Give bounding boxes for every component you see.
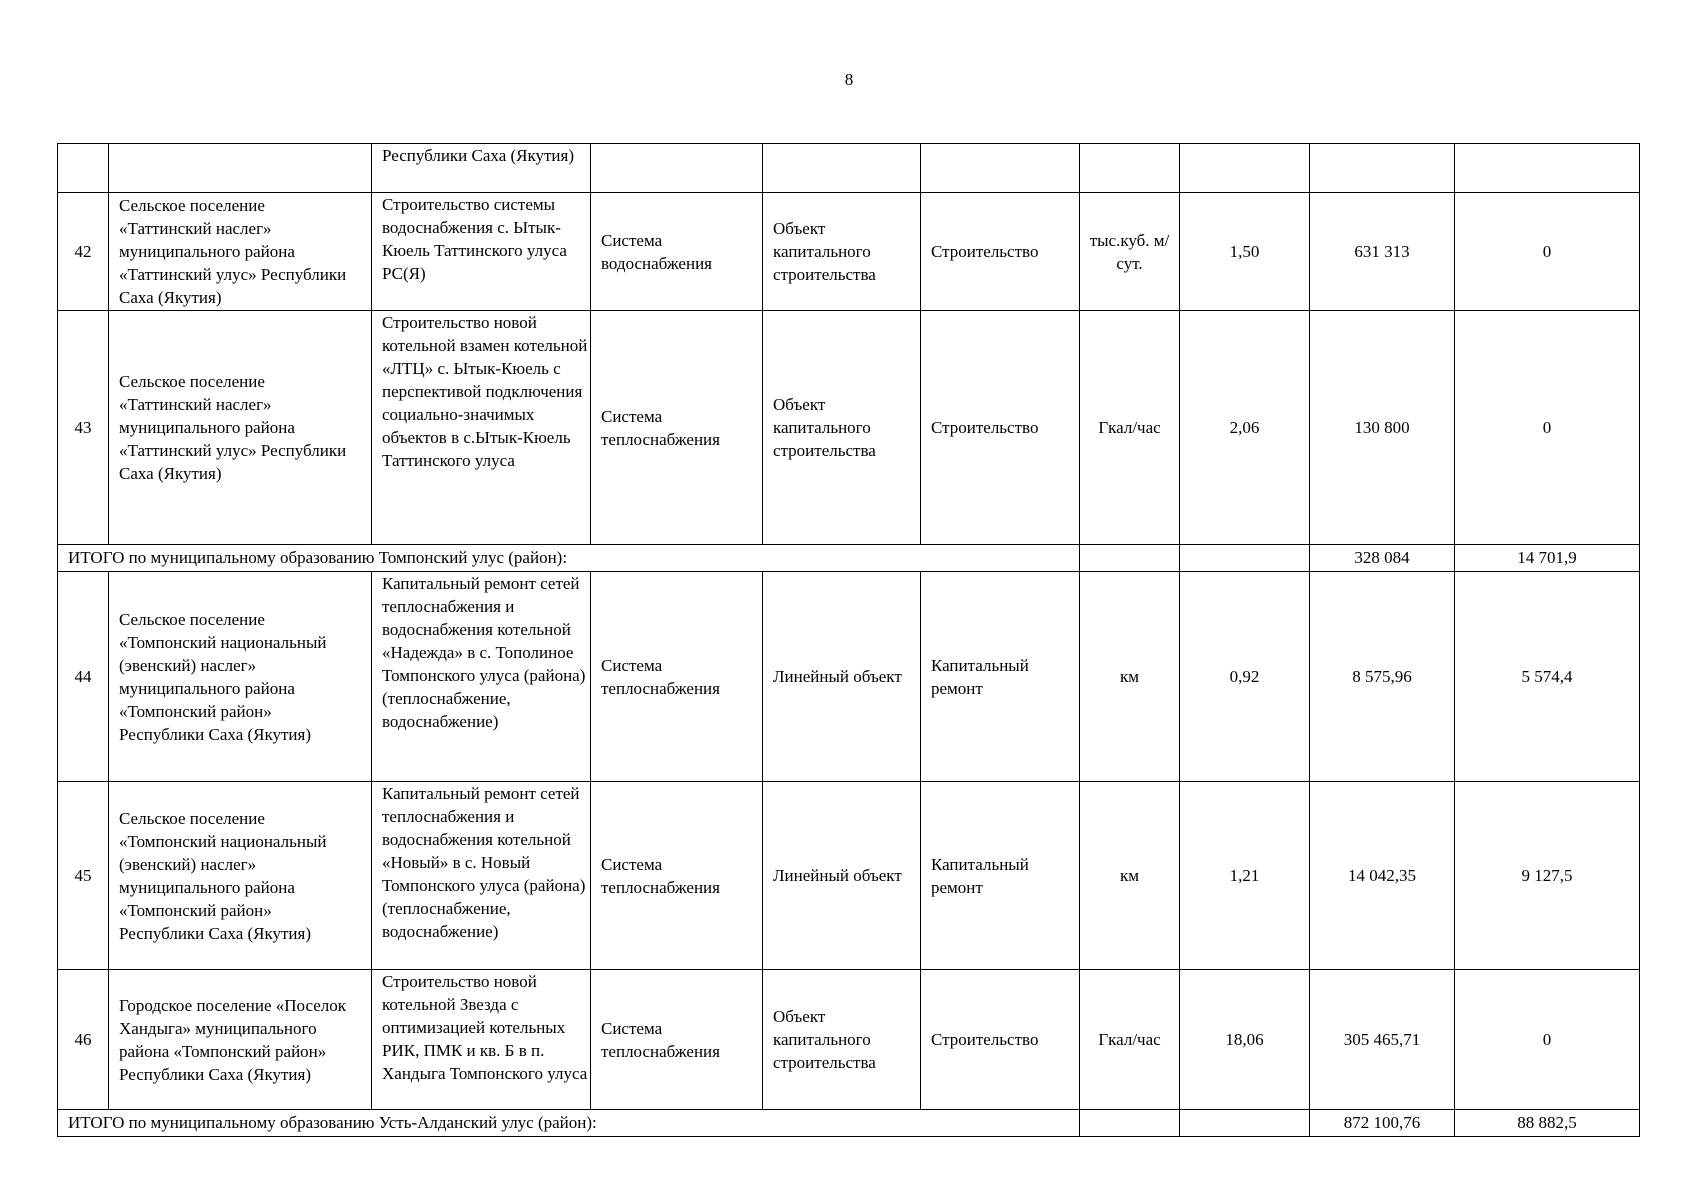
table-row (58, 193, 1640, 311)
cell-owner: Городское поселение «Поселок Хандыга» муниципального района «Томпонский район» Республики Саха (Якутия) (109, 970, 372, 1110)
cell-capacity: 0,92 (1180, 572, 1310, 782)
table-row (58, 572, 1640, 782)
cell-type: Объект капитального строительства (763, 970, 921, 1110)
cell-value: 0 (1455, 970, 1640, 1110)
cell-num: 42 (58, 193, 109, 311)
cell-capacity: 2,06 (1180, 311, 1310, 545)
cell-owner: Сельское поселение «Томпонский национальный (эвенский) наслег» муниципального района «Томпонский район» Республики Саха (Якутия) (109, 572, 372, 782)
cell-cost: 305 465,71 (1310, 970, 1455, 1110)
cell-cost: 14 042,35 (1310, 782, 1455, 970)
total-row (58, 1110, 1640, 1137)
total-value: 14 701,9 (1455, 545, 1640, 572)
cell-work: Капитальный ремонт (921, 572, 1080, 782)
cell-capacity: 1,21 (1180, 782, 1310, 970)
cell-type: Объект капитального строительства (763, 193, 921, 311)
cell-unit: км (1080, 782, 1180, 970)
table-row-continuation (58, 144, 1640, 193)
cell-capacity (1180, 1110, 1310, 1137)
cell-work: Строительство (921, 193, 1080, 311)
cell-value: 9 127,5 (1455, 782, 1640, 970)
cell-object: Строительство новой котельной Звезда с оптимизацией котельных РИК, ПМК и кв. Б в п. Хандыга Томпонского улуса (372, 970, 591, 1110)
cell-work: Капитальный ремонт (921, 782, 1080, 970)
cell-unit: тыс.куб. м/сут. (1080, 193, 1180, 311)
objects-table (57, 143, 1640, 1137)
cell-object: Республики Саха (Якутия) (372, 144, 591, 193)
total-label: ИТОГО по муниципальному образованию Усть-Алданский улус (район): (58, 1110, 1080, 1137)
cell-type: Объект капитального строительства (763, 311, 921, 545)
cell-num: 43 (58, 311, 109, 545)
cell-system: Система теплоснабжения (591, 311, 763, 545)
cell-cost: 130 800 (1310, 311, 1455, 545)
cell-num: 45 (58, 782, 109, 970)
cell-type: Линейный объект (763, 782, 921, 970)
cell-cost: 631 313 (1310, 193, 1455, 311)
cell-unit: Гкал/час (1080, 970, 1180, 1110)
cell-owner: Сельское поселение «Таттинский наслег» муниципального района «Таттинский улус» Республики Саха (Якутия) (109, 311, 372, 545)
cell-cost (1310, 144, 1455, 193)
table-row (58, 782, 1640, 970)
cell-unit: Гкал/час (1080, 311, 1180, 545)
total-cost: 872 100,76 (1310, 1110, 1455, 1137)
cell-unit (1080, 545, 1180, 572)
cell-value: 0 (1455, 311, 1640, 545)
total-label: ИТОГО по муниципальному образованию Томпонский улус (район): (58, 545, 1080, 572)
total-cost: 328 084 (1310, 545, 1455, 572)
cell-system: Система теплоснабжения (591, 572, 763, 782)
cell-object: Капитальный ремонт сетей теплоснабжения и водоснабжения котельной «Надежда» в с. Тополиное Томпонского улуса (района) (теплоснабжение, водоснабжение) (372, 572, 591, 782)
cell-capacity (1180, 144, 1310, 193)
cell-num: 46 (58, 970, 109, 1110)
cell-unit (1080, 144, 1180, 193)
total-value: 88 882,5 (1455, 1110, 1640, 1137)
table-row (58, 311, 1640, 545)
cell-object: Строительство системы водоснабжения с. Ытык-Кюель Таттинского улуса РС(Я) (372, 193, 591, 311)
cell-type (763, 144, 921, 193)
cell-work: Строительство (921, 970, 1080, 1110)
cell-unit (1080, 1110, 1180, 1137)
cell-unit: км (1080, 572, 1180, 782)
cell-capacity: 1,50 (1180, 193, 1310, 311)
cell-type: Линейный объект (763, 572, 921, 782)
cell-system: Система теплоснабжения (591, 782, 763, 970)
cell-system: Система теплоснабжения (591, 970, 763, 1110)
cell-num (58, 144, 109, 193)
cell-work: Строительство (921, 311, 1080, 545)
cell-owner: Сельское поселение «Таттинский наслег» муниципального района «Таттинский улус» Республики Саха (Якутия) (109, 193, 372, 311)
cell-system (591, 144, 763, 193)
cell-owner: Сельское поселение «Томпонский национальный (эвенский) наслег» муниципального района «Томпонский район» Республики Саха (Якутия) (109, 782, 372, 970)
cell-work (921, 144, 1080, 193)
cell-cost: 8 575,96 (1310, 572, 1455, 782)
total-row (58, 545, 1640, 572)
cell-owner (109, 144, 372, 193)
cell-object: Строительство новой котельной взамен котельной «ЛТЦ» с. Ытык-Кюель с перспективой подключения социально-значимых объектов в с.Ытык-Кюель Таттинского улуса (372, 311, 591, 545)
page-number: 8 (844, 70, 854, 89)
cell-system: Система водоснабжения (591, 193, 763, 311)
cell-value: 5 574,4 (1455, 572, 1640, 782)
cell-num: 44 (58, 572, 109, 782)
cell-value: 0 (1455, 193, 1640, 311)
cell-object: Капитальный ремонт сетей теплоснабжения и водоснабжения котельной «Новый» в с. Новый Томпонского улуса (района) (теплоснабжение, водоснабжение) (372, 782, 591, 970)
cell-capacity: 18,06 (1180, 970, 1310, 1110)
cell-capacity (1180, 545, 1310, 572)
table-row (58, 970, 1640, 1110)
cell-value (1455, 144, 1640, 193)
